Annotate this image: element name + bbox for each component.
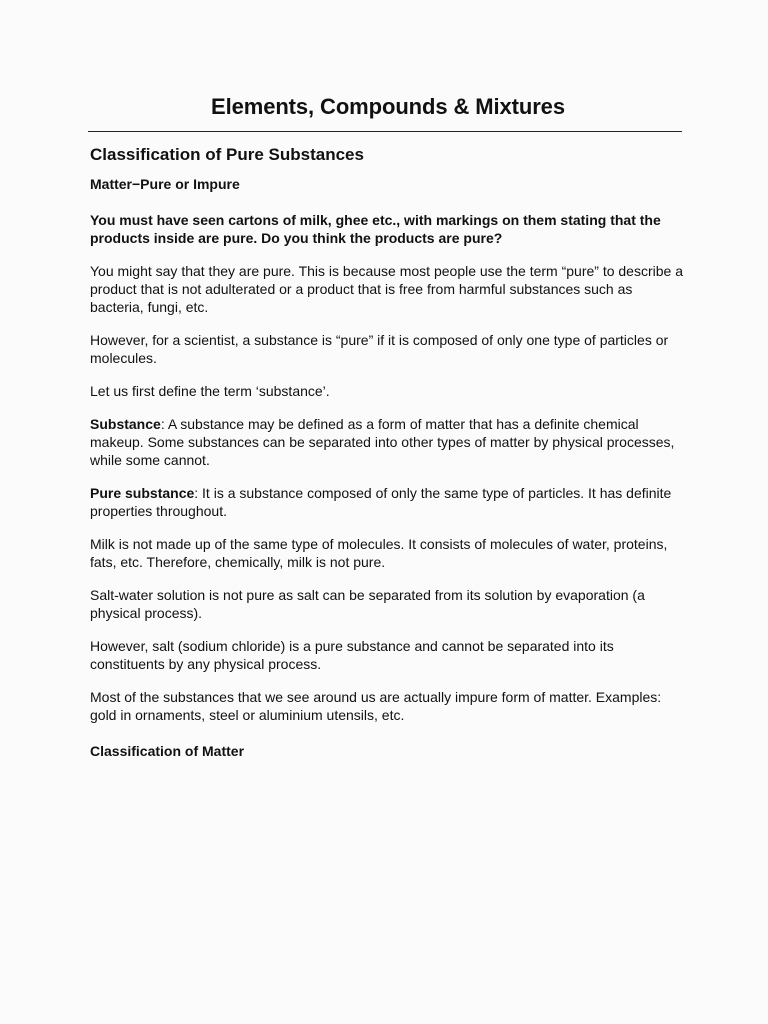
paragraph-impure: Most of the substances that we see around us are actually impure form of matter. Examples: gold in ornaments, steel or aluminium utensils, etc. [90,689,662,723]
pure-substance-term: Pure substance [90,485,195,501]
document-title: Elements, Compounds & Mixtures [211,94,565,119]
paragraph-salt: However, salt (sodium chloride) is a pure substance and cannot be separated into its constituents by any physical process. [90,638,614,672]
paragraph-scientist: However, for a scientist, a substance is “pure” if it is composed of only one type of particles or molecules. [90,332,669,366]
substance-term: Substance [90,416,161,432]
title-divider [88,131,682,132]
subheading-classification: Classification of Matter [90,743,245,759]
document-body [90,91,686,761]
paragraph-define: Let us first define the term ‘substance’. [90,383,330,399]
intro-question: You must have seen cartons of milk, ghee etc., with markings on them stating that the products inside are pure. Do you think the products are pure? [90,212,661,246]
paragraph-saltwater: Salt-water solution is not pure as salt can be separated from its solution by evaporation (a physical process). [90,587,645,621]
paragraph-milk: Milk is not made up of the same type of molecules. It consists of molecules of water, proteins, fats, etc. Therefore, chemically, milk is not pure. [90,536,668,570]
subheading-matter: Matter−Pure or Impure [90,176,240,192]
pure-substance-definition: : It is a substance composed of only the same type of particles. It has definite properties throughout. [90,485,672,519]
paragraph-pure-term: You might say that they are pure. This is because most people use the term “pure” to describe a product that is not adulterated or a product that is free from harmful substances such as bacteria, fungi, etc. [90,263,683,315]
substance-definition: : A substance may be defined as a form of matter that has a definite chemical makeup. Some substances can be separated into other types of matter by physical processes, while some cannot. [90,416,675,468]
section-heading: Classification of Pure Substances [90,145,364,164]
paragraph-substance [90,415,686,469]
paragraph-pure-substance [90,484,686,520]
